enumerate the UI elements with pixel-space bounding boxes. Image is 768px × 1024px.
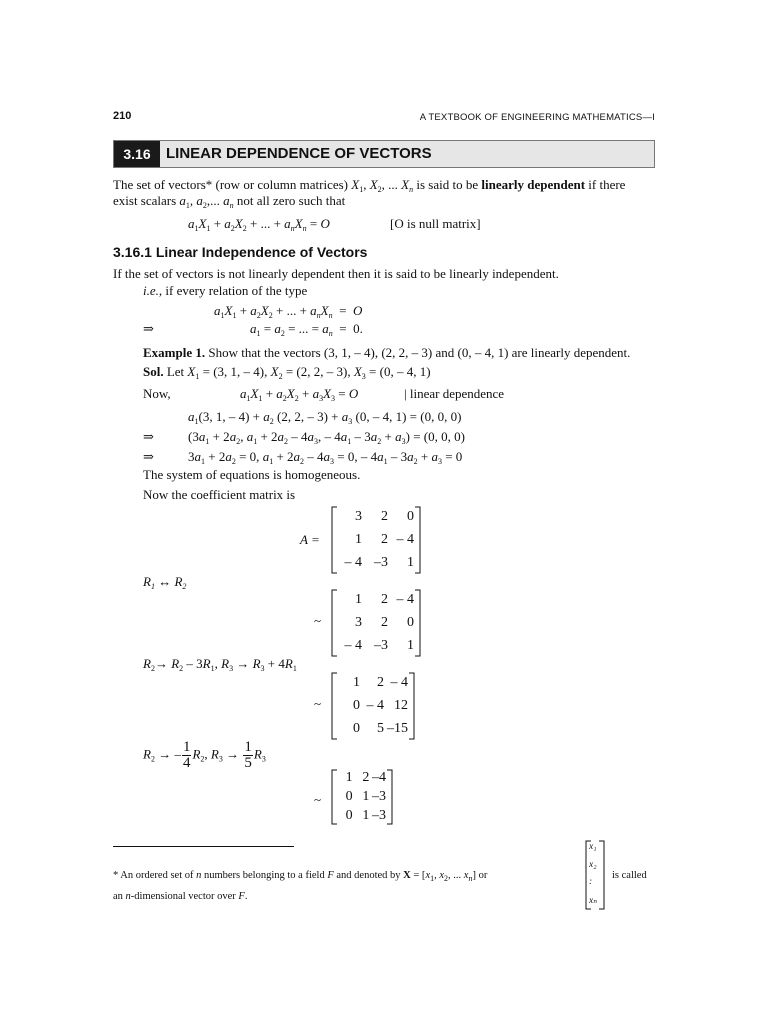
section-heading-bar — [113, 140, 655, 168]
matrix-cell-r3-c1: 0 — [353, 720, 360, 736]
running-head: A TEXTBOOK OF ENGINEERING MATHEMATICS—I — [419, 112, 655, 123]
page-number: 210 — [113, 110, 132, 122]
right-bracket — [415, 507, 420, 573]
intro-text-d: exist scalars — [113, 193, 180, 208]
right-bracket — [409, 673, 414, 739]
matrix-cell-r2-c3: 12 — [394, 698, 408, 713]
row-operation-3: $R_2$ → – $\frac{1}{4}$ $R_2$, $R_3$ → $\frac{1}{5}$ $R_3$ — [143, 739, 266, 771]
matrix-cell-r2-c3: – 4 — [396, 532, 414, 547]
coefficient-matrix-intro: Now the coefficient matrix is — [143, 487, 296, 502]
matrix-cell-r3-c3: 1 — [407, 637, 414, 653]
matrix-cell-r3-c3: –3 — [371, 807, 386, 823]
column-vector — [584, 840, 606, 910]
left-bracket — [332, 673, 337, 739]
intro-line-2: exist scalars $a_1$, $a_2$,... $a_n$ not all zero such that — [113, 193, 346, 210]
matrix-cell-r3-c3: 1 — [407, 554, 414, 570]
matrix-cell-r1-c2: 2 — [381, 592, 388, 608]
implies-symbol: ⇒ — [143, 321, 154, 336]
right-bracket — [599, 841, 604, 909]
solution-text: Let — [163, 364, 188, 379]
ie-line — [143, 283, 307, 299]
left-bracket — [332, 507, 337, 573]
matrix-cell-r1-c1: 3 — [355, 509, 362, 525]
equivalent-symbol-2: ~ — [314, 696, 322, 711]
matrix-cell-r3-c2: 5 — [377, 720, 384, 736]
matrix-cell-r3-c1: – 4 — [344, 554, 362, 570]
footnote-text-d: or — [475, 870, 488, 881]
footnote-text-a: * An ordered set of — [113, 870, 197, 881]
matrix-step-2 — [330, 672, 416, 740]
matrix-cell-r1-c2: 2 — [362, 770, 370, 786]
intro-text-e: not all zero such that — [233, 193, 346, 208]
system-equations: $3a_1 + 2a_2 = 0$, $a_1 + 2a_2 - 4a_3 = 0$, – $4a_1 - 3a_2 + a_3 = 0$ — [188, 449, 463, 466]
matrix-a-label: A = — [300, 532, 320, 547]
matrix-step-3 — [330, 769, 394, 825]
footnote-line2-text: -dimensional vector over — [130, 891, 239, 902]
matrix-cell-r2-c2: 1 — [362, 789, 370, 804]
intro-text-c: if there — [585, 177, 626, 192]
equivalent-symbol-1: ~ — [314, 613, 322, 628]
linear-dependence-note: | linear dependence — [404, 386, 505, 401]
matrix-cell-r3-c2: –3 — [374, 554, 388, 570]
matrix-cell-r3-c1: – 4 — [344, 637, 362, 653]
matrix-cell-r3-c1: 0 — [345, 807, 353, 823]
column-vector-entry-2: x₂ — [589, 859, 597, 870]
footnote-text-c: and denoted by — [333, 870, 404, 881]
matrix-cell-r1-c3: 0 — [407, 509, 414, 525]
matrix-cell-r2-c1: 0 — [345, 789, 353, 804]
matrix-cell-r1-c1: 1 — [355, 592, 362, 608]
matrix-cell-r3-c3: –15 — [387, 720, 408, 736]
expanded-equation: $a_1(3$, 1, – $4) + a_2$ (2, 2, – $3) + a_3$ (0, – 4, 1) = (0, 0, 0) — [188, 409, 462, 426]
footnote-n: n — [196, 870, 202, 881]
implies-symbol-2: ⇒ — [143, 429, 154, 444]
section-number: 3.16 — [114, 141, 160, 167]
matrix-cell-r1-c1: 1 — [345, 770, 353, 786]
right-bracket — [415, 590, 420, 656]
matrix-cell-r2-c3: 0 — [407, 615, 414, 630]
term-linearly-dependent: linearly dependent — [481, 177, 586, 192]
solution-label: Sol. — [143, 364, 164, 379]
linear-combination-equation: $a_1X_1 + a_2X_2 + a_3X_3 = O$ — [240, 386, 359, 403]
matrix-cell-r2-c2: – 4 — [366, 698, 384, 713]
subsection-heading: 3.16.1 Linear Independence of Vectors — [113, 244, 368, 260]
intro-line-1: The set of vectors* (row or column matrices) $X_1$, $X_2$, ... $X_n$ is said to be linearly dependent if there — [113, 177, 626, 194]
left-bracket — [332, 590, 337, 656]
footnote-text-b: numbers belonging to a field — [201, 870, 328, 881]
equivalent-symbol-3: ~ — [314, 792, 322, 807]
matrix-cell-r3-c2: 1 — [362, 807, 370, 823]
homogeneous-note: The system of equations is homogeneous. — [143, 467, 361, 482]
footnote-called: is called — [612, 870, 647, 881]
column-vector-entry-1: x₁ — [589, 842, 597, 852]
matrix-a — [330, 506, 422, 574]
matrix-cell-r2-c1: 0 — [353, 698, 360, 713]
footnote-line-1: * An ordered set of n numbers belonging to a field F and denoted by $X = [x_1$, $x_2$, ... $x_n$] or — [113, 870, 488, 883]
scalars-zero-equation: $a_1 = a_2$ = ... = $a_n = 0$. — [250, 321, 363, 338]
matrix-cell-r1-c3: – 4 — [396, 592, 414, 608]
now-label: Now, — [143, 386, 171, 401]
matrix-cell-r2-c1: 3 — [355, 615, 362, 630]
example-label: Example 1. — [143, 345, 206, 360]
footnote-line-2: an n-dimensional vector over F. — [113, 891, 248, 902]
left-bracket — [332, 770, 337, 824]
component-equation: ($3a_1 + 2a_2$, $a_1 + 2a_2 - 4a_3$, – $4a_1 - 3a_2 + a_3) = (0$, 0, 0) — [188, 429, 465, 446]
matrix-cell-r2-c2: 2 — [381, 532, 388, 547]
row-operation-swap: $R_1$ ↔ $R_2$ — [143, 574, 187, 591]
footnote-n-2: n — [125, 891, 131, 902]
row-operation-2: $R_2\to R_2 - 3R_1$, $R_3 \to R_3 + 4R_1$ — [143, 656, 297, 673]
intro-text-a: The set of vectors* (row or column matrices) — [113, 177, 352, 192]
matrix-cell-r2-c3: –3 — [371, 789, 386, 804]
matrix-cell-r3-c2: –3 — [374, 637, 388, 653]
independence-definition: If the set of vectors is not linearly dependent then it is said to be linearly independent. — [113, 266, 559, 281]
relation-equation: $a_1X_1 + a_2X_2$ + ... + $a_nX_n = O$ — [214, 303, 363, 320]
implies-symbol-3: ⇒ — [143, 449, 154, 464]
solution-line: Sol. Let $X_1 = (3$, 1, – 4), $X_2 = (2$, 2, – 3), $X_3 = (0$, – 4, 1) — [143, 364, 431, 381]
right-bracket — [387, 770, 392, 824]
matrix-cell-r1-c3: – 4 — [390, 675, 408, 691]
footnote-rule — [113, 846, 294, 847]
dependence-equation: $a_1X_1 + a_2X_2$ + ... + $a_nX_n = O$ — [188, 216, 330, 233]
section-title: LINEAR DEPENDENCE OF VECTORS — [166, 145, 432, 162]
null-matrix-note: [O is null matrix] — [390, 216, 481, 231]
matrix-cell-r1-c3: –4 — [371, 770, 386, 786]
intro-text-b: is said to be — [413, 177, 482, 192]
matrix-cell-r2-c1: 1 — [355, 532, 362, 547]
example-statement — [143, 345, 630, 361]
matrix-cell-r1-c1: 1 — [353, 675, 360, 691]
ie-abbrev: i.e., — [143, 283, 163, 298]
footnote-f: F — [327, 870, 334, 881]
column-vector-entry-3: : — [589, 877, 593, 887]
matrix-step-1 — [330, 589, 422, 657]
ie-text: if every relation of the type — [162, 283, 308, 298]
column-vector-entry-4: xₙ — [589, 895, 598, 906]
footnote-f-2: F — [238, 891, 245, 902]
matrix-cell-r1-c2: 2 — [381, 509, 388, 525]
matrix-cell-r1-c2: 2 — [377, 675, 384, 691]
matrix-cell-r2-c2: 2 — [381, 615, 388, 630]
example-text: Show that the vectors (3, 1, – 4), (2, 2, – 3) and (0, – 4, 1) are linearly dependent. — [205, 345, 631, 360]
